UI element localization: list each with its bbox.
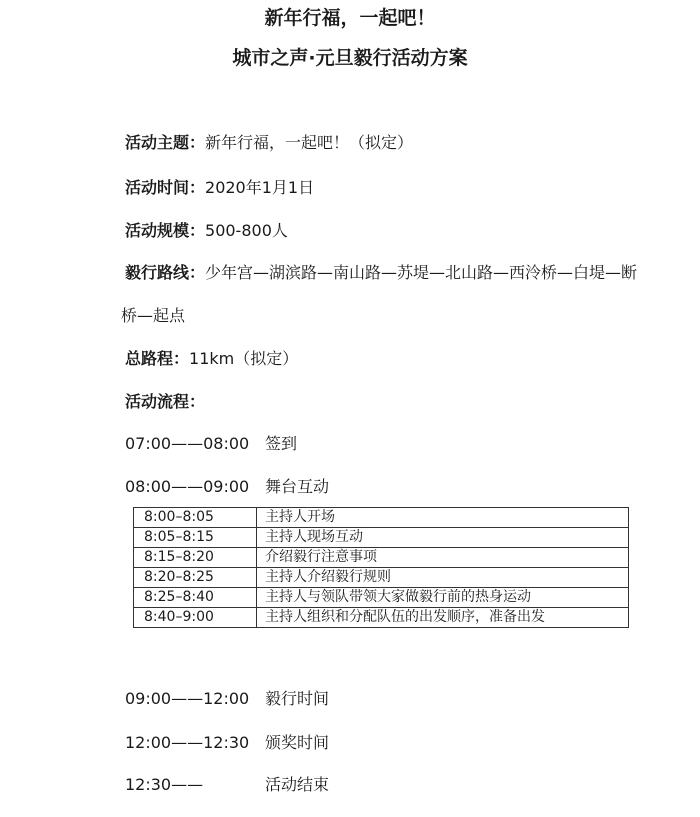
schedule-table	[133, 507, 629, 628]
schedule-time-cell: 8:20–8:25	[134, 568, 257, 588]
field-theme-label: 活动主题：	[125, 133, 206, 152]
schedule-desc-cell: 主持人现场互动	[257, 528, 629, 548]
schedule-time-cell: 8:40–9:00	[134, 608, 257, 628]
schedule-time-cell: 8:00–8:05	[134, 508, 257, 528]
table-row	[134, 608, 629, 628]
field-distance	[125, 346, 298, 369]
flow-item: 颁奖时间	[265, 733, 330, 752]
flow-time: 12:00——12:30	[125, 733, 250, 752]
flow-item: 舞台互动	[265, 477, 330, 496]
table-row	[134, 548, 629, 568]
flow-row	[125, 730, 329, 753]
table-row	[134, 528, 629, 548]
field-scale	[125, 218, 288, 241]
flow-item: 毅行时间	[265, 689, 330, 708]
field-distance-value: 11km（拟定）	[189, 349, 299, 368]
field-time-value: 2020年1月1日	[205, 178, 315, 197]
schedule-desc-cell: 主持人组织和分配队伍的出发顺序，准备出发	[257, 608, 629, 628]
table-row	[134, 588, 629, 608]
schedule-desc-cell: 介绍毅行注意事项	[257, 548, 629, 568]
field-route-label: 毅行路线：	[125, 263, 206, 282]
field-route-value: 少年宫—湖滨路—南山路—苏堤—北山路—西泠桥—白堤—断	[205, 263, 638, 282]
schedule-time-cell: 8:05–8:15	[134, 528, 257, 548]
flow-time: 09:00——12:00	[125, 689, 250, 708]
field-theme	[125, 130, 413, 153]
field-scale-value: 500-800人	[205, 221, 288, 240]
flow-time: 07:00——08:00	[125, 434, 250, 453]
field-route-continued: 桥—起点	[121, 306, 186, 325]
flow-time: 12:30——	[125, 775, 204, 794]
field-distance-label: 总路程：	[125, 349, 190, 368]
flow-item: 活动结束	[265, 775, 330, 794]
flow-row	[125, 686, 329, 709]
schedule-desc-cell: 主持人与领队带领大家做毅行前的热身运动	[257, 588, 629, 608]
flow-row	[125, 431, 297, 454]
document-title: 新年行福，一起吧！	[264, 7, 436, 29]
field-route	[125, 260, 637, 283]
schedule-time-cell: 8:15–8:20	[134, 548, 257, 568]
schedule-desc-cell: 主持人介绍毅行规则	[257, 568, 629, 588]
table-row	[134, 508, 629, 528]
flow-row	[125, 772, 329, 795]
schedule-desc-cell: 主持人开场	[257, 508, 629, 528]
document-subtitle: 城市之声·元旦毅行活动方案	[232, 47, 468, 69]
flow-item: 签到	[265, 434, 298, 453]
flow-row	[125, 474, 329, 497]
table-row	[134, 568, 629, 588]
field-time-label: 活动时间：	[125, 178, 206, 197]
flow-time: 08:00——09:00	[125, 477, 250, 496]
field-scale-label: 活动规模：	[125, 221, 206, 240]
schedule-time-cell: 8:25–8:40	[134, 588, 257, 608]
field-time	[125, 175, 314, 198]
field-theme-value: 新年行福，一起吧！（拟定）	[205, 133, 414, 152]
flow-heading: 活动流程：	[125, 392, 206, 411]
